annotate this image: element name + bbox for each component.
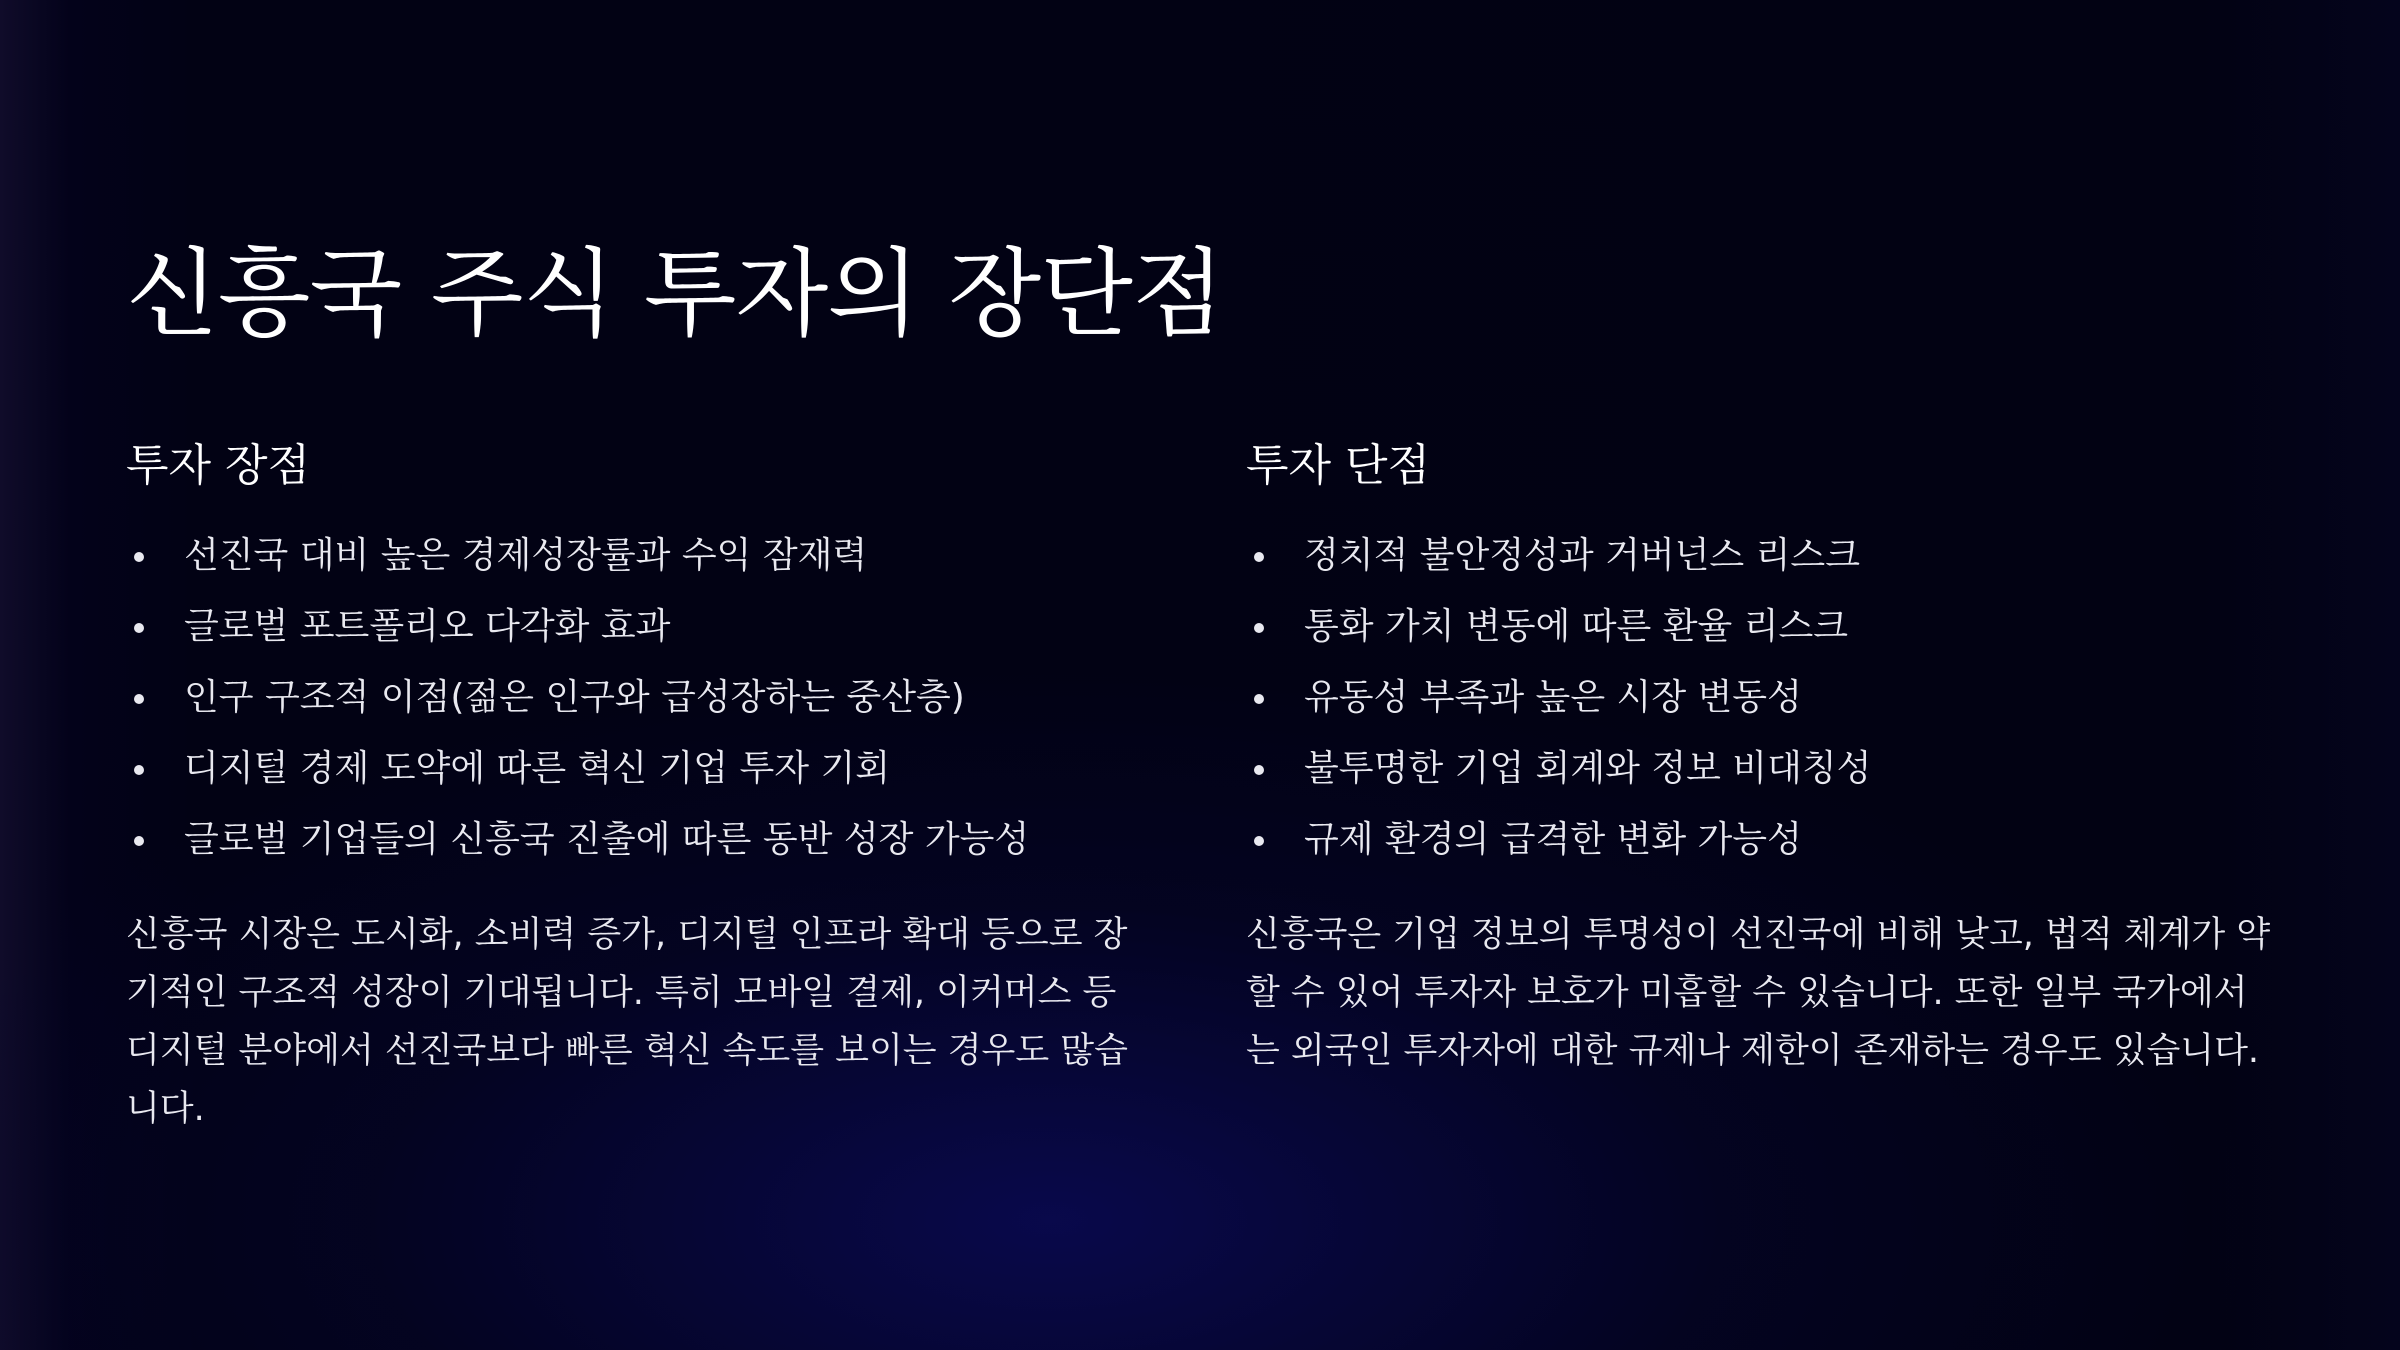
pros-item-text: 디지털 경제 도약에 따른 혁신 기업 투자 기회: [184, 748, 891, 789]
cons-item-text: 정치적 불안정성과 거버넌스 리스크: [1304, 535, 1860, 576]
pros-list-item: [126, 532, 1156, 580]
cons-list: [1246, 532, 2276, 864]
cons-list-item: [1246, 816, 2276, 864]
pros-list-item: [126, 816, 1156, 864]
cons-list-item: [1246, 603, 2276, 651]
cons-column: [1246, 436, 2276, 1080]
pros-item-text: 선진국 대비 높은 경제성장률과 수익 잠재력: [184, 535, 868, 576]
bullet-dot-icon: [134, 552, 144, 562]
cons-list-item: [1246, 532, 2276, 580]
slide-title: 신흥국 주식 투자의 장단점: [126, 238, 1224, 350]
bullet-dot-icon: [1254, 623, 1264, 633]
bullet-dot-icon: [134, 765, 144, 775]
bullet-dot-icon: [1254, 836, 1264, 846]
pros-heading: 투자 장점: [126, 440, 311, 491]
pros-column: [126, 436, 1156, 1138]
bullet-dot-icon: [134, 694, 144, 704]
cons-item-text: 유동성 부족과 높은 시장 변동성: [1304, 677, 1802, 718]
pros-paragraph: 신흥국 시장은 도시화, 소비력 증가, 디지털 인프라 확대 등으로 장기적인 구조적 성장이 기대됩니다. 특히 모바일 결제, 이커머스 등 디지털 분야에서 선진국보다 빠른 혁신 속도를 보이는 경우도 많습니다.: [126, 915, 1128, 1129]
pros-item-text: 인구 구조적 이점(젊은 인구와 급성장하는 중산층): [184, 677, 965, 718]
cons-item-text: 통화 가치 변동에 따른 환율 리스크: [1304, 606, 1849, 647]
cons-paragraph: 신흥국은 기업 정보의 투명성이 선진국에 비해 낮고, 법적 체계가 약할 수 있어 투자자 보호가 미흡할 수 있습니다. 또한 일부 국가에서는 외국인 투자자에 대한 규제나 제한이 존재하는 경우도 있습니다.: [1246, 915, 2271, 1071]
bullet-dot-icon: [1254, 694, 1264, 704]
pros-item-text: 글로벌 포트폴리오 다각화 효과: [184, 606, 671, 647]
pros-item-text: 글로벌 기업들의 신흥국 진출에 따른 동반 성장 가능성: [184, 819, 1030, 860]
pros-list-item: [126, 674, 1156, 722]
cons-heading: 투자 단점: [1246, 440, 1431, 491]
pros-list-item: [126, 603, 1156, 651]
pros-list: [126, 532, 1156, 864]
cons-item-text: 불투명한 기업 회계와 정보 비대칭성: [1304, 748, 1872, 789]
bullet-dot-icon: [134, 623, 144, 633]
cons-list-item: [1246, 745, 2276, 793]
bullet-dot-icon: [134, 836, 144, 846]
pros-list-item: [126, 745, 1156, 793]
cons-item-text: 규제 환경의 급격한 변화 가능성: [1304, 819, 1802, 860]
cons-list-item: [1246, 674, 2276, 722]
bullet-dot-icon: [1254, 552, 1264, 562]
bullet-dot-icon: [1254, 765, 1264, 775]
